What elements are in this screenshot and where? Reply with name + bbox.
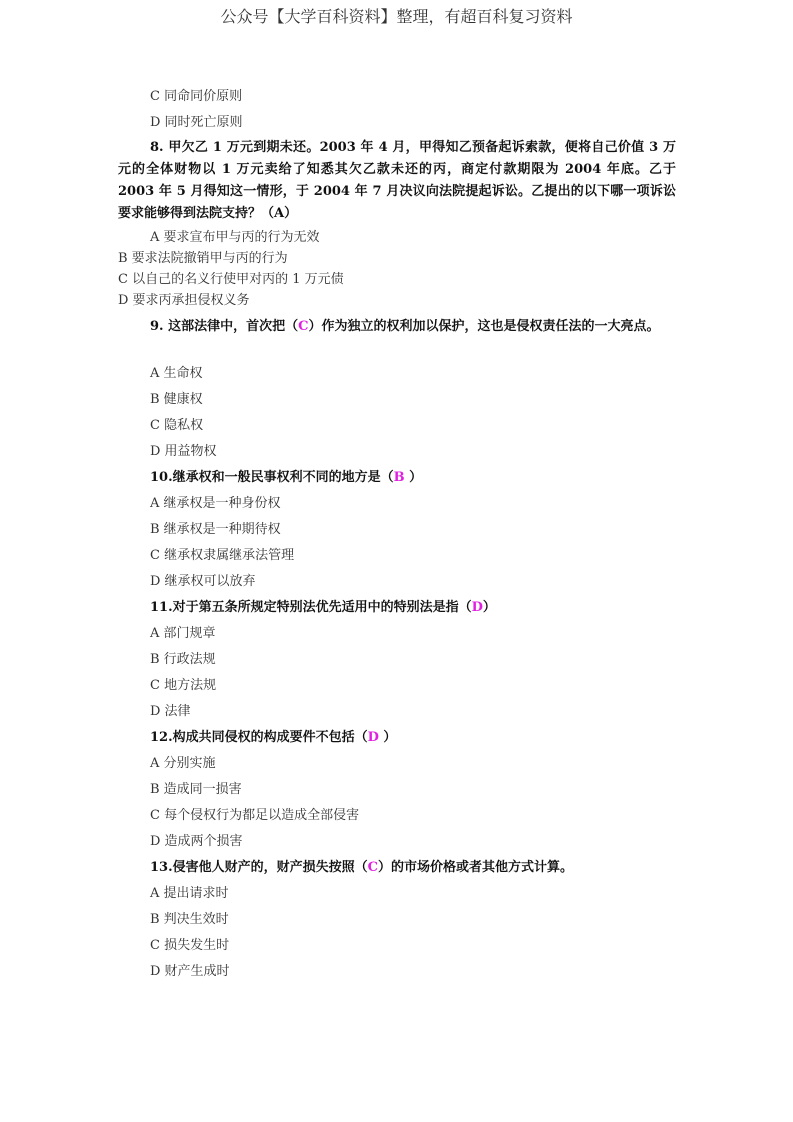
question-12 <box>150 729 396 747</box>
q12-option-d: D 造成两个损害 <box>150 834 243 849</box>
option-prev-c: C 同命同价原则 <box>150 89 243 104</box>
q10-option-d: D 继承权可以放弃 <box>150 574 256 589</box>
q8-option-a: A 要求宣布甲与丙的行为无效 <box>150 230 320 245</box>
q10-option-b: B 继承权是一种期待权 <box>150 522 281 537</box>
question-8: 8. 甲欠乙 1 万元到期未还。2003 年 4 月，甲得知乙预备起诉索款，便将自己价值 3 万元的全体财物以 1 万元卖给了知悉其欠乙款未还的丙，商定付款期限为 2004 年底。乙于 2003 年 5 月得知这一情形，于 2004 年 7 月决议向法院提起诉讼。乙提出的以下哪一项诉讼要求能够得到法院支持？（A） <box>118 140 676 221</box>
q13-suffix: ）的市场价格或者其他方式计算。 <box>377 860 573 875</box>
q9-suffix: ）作为独立的权利加以保护，这也是侵权责任法的一大亮点。 <box>308 319 660 334</box>
q10-prefix: 10.继承权和一般民事权利不同的地方是（ <box>150 470 394 485</box>
q13-option-c: C 损失发生时 <box>150 938 230 953</box>
q13-option-b: B 判决生效时 <box>150 912 229 927</box>
q11-prefix: 11.对于第五条所规定特别法优先适用中的特别法是指（ <box>150 600 472 615</box>
q10-option-c: C 继承权隶属继承法管理 <box>150 548 295 563</box>
q10-option-a: A 继承权是一种身份权 <box>150 496 281 511</box>
q11-option-d: D 法律 <box>150 704 191 719</box>
question-13 <box>150 859 573 877</box>
q9-option-d: D 用益物权 <box>150 444 217 459</box>
q12-option-c: C 每个侵权行为都足以造成全部侵害 <box>150 808 360 823</box>
q12-option-b: B 造成同一损害 <box>150 782 242 797</box>
q9-prefix: 9. 这部法律中，首次把（ <box>150 319 299 334</box>
q12-option-a: A 分别实施 <box>150 756 216 771</box>
q13-option-a: A 提出请求时 <box>150 886 229 901</box>
question-9 <box>118 316 676 338</box>
q11-option-a: A 部门规章 <box>150 626 216 641</box>
q8-option-d: D 要求丙承担侵权义务 <box>118 293 250 308</box>
q11-option-b: B 行政法规 <box>150 652 216 667</box>
q8-option-b: B 要求法院撤销甲与丙的行为 <box>118 251 288 266</box>
q9-option-a: A 生命权 <box>150 366 203 381</box>
q13-prefix: 13.侵害他人财产的，财产损失按照（ <box>150 860 368 875</box>
q12-suffix: ） <box>378 730 397 745</box>
q13-option-d: D 财产生成时 <box>150 964 230 979</box>
option-prev-d: D 同时死亡原则 <box>150 115 243 130</box>
question-11 <box>150 599 496 617</box>
q11-answer: D <box>471 600 483 615</box>
q9-answer: C <box>298 319 309 334</box>
q11-suffix: ） <box>482 600 496 615</box>
q9-option-c: C 隐私权 <box>150 418 204 433</box>
q10-suffix: ） <box>404 470 423 485</box>
q12-prefix: 12.构成共同侵权的构成要件不包括（ <box>150 730 368 745</box>
page-header: 公众号【大学百科资料】整理，有超百科复习资料 <box>220 7 573 26</box>
q10-answer: B <box>393 470 405 485</box>
q8-option-c: C 以自己的名义行使甲对丙的 1 万元债 <box>118 272 344 287</box>
q11-option-c: C 地方法规 <box>150 678 217 693</box>
q13-answer: C <box>367 860 378 875</box>
q12-answer: D <box>367 730 379 745</box>
question-10 <box>150 469 422 487</box>
q9-option-b: B 健康权 <box>150 392 203 407</box>
